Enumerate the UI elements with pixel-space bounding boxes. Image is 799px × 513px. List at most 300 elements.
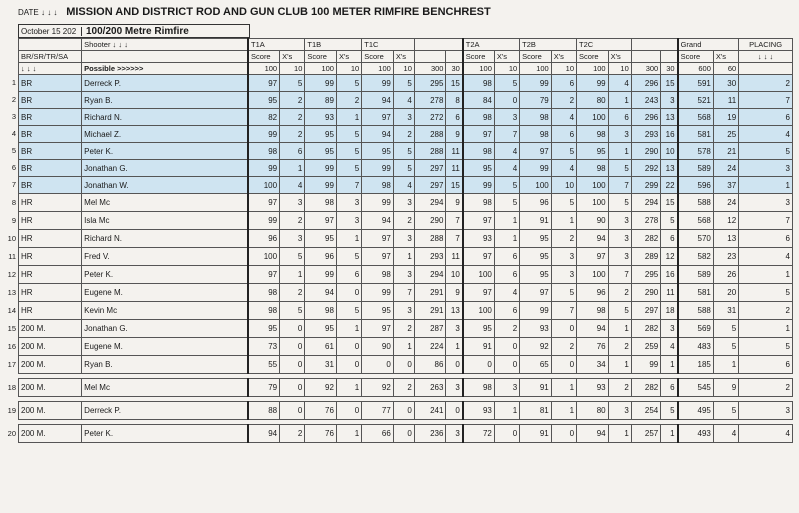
placing-cell: 7 — [739, 212, 793, 230]
score-cell: 37 — [713, 177, 738, 194]
shooter-name: Eugene M. — [82, 284, 248, 302]
class-cell: HR — [19, 248, 82, 266]
score-cell: 15 — [446, 75, 463, 92]
placing-cell: 7 — [739, 92, 793, 109]
score-cell: 98 — [362, 177, 394, 194]
score-cell: 81 — [520, 402, 552, 420]
score-cell: 99 — [577, 75, 609, 92]
table-row — [19, 212, 793, 230]
score-cell: 90 — [362, 338, 394, 356]
placing-cell: 5 — [739, 143, 793, 160]
score-cell: 20 — [713, 284, 738, 302]
score-cell: 1 — [336, 425, 361, 443]
row-number: 11 — [8, 251, 16, 261]
score-cell: 94 — [248, 425, 280, 443]
score-cell: 95 — [463, 320, 495, 338]
score-cell: 4 — [393, 177, 414, 194]
title-text: MISSION AND DISTRICT ROD AND GUN CLUB 100 METER RIMFIRE BENCHREST — [66, 6, 491, 18]
table-row — [19, 425, 793, 443]
row-number: 20 — [7, 428, 16, 438]
score-cell: 589 — [678, 266, 714, 284]
score-cell: 3 — [393, 230, 414, 248]
score-cell: 4 — [608, 75, 631, 92]
score-cell: 2 — [393, 320, 414, 338]
score-cell: 94 — [362, 92, 394, 109]
score-cell: 98 — [305, 194, 337, 212]
placing-arrows: ↓ ↓ ↓ — [739, 51, 793, 63]
score-cell: 19 — [713, 109, 738, 126]
table-row — [19, 109, 793, 126]
score-cell: 8 — [446, 92, 463, 109]
shooter-name: Peter K. — [82, 425, 248, 443]
shooter-name: Eugene M. — [82, 338, 248, 356]
score-cell: 243 — [631, 92, 660, 109]
shooter-name: Richard N. — [82, 230, 248, 248]
score-cell: 236 — [414, 425, 446, 443]
shooter-name: Jonathan G. — [82, 160, 248, 177]
score-cell: 3 — [494, 379, 519, 397]
score-cell: 65 — [520, 356, 552, 374]
score-cell: 5 — [280, 248, 305, 266]
score-cell: 5 — [393, 143, 414, 160]
score-cell: 3 — [608, 212, 631, 230]
score-cell: 98 — [463, 143, 495, 160]
score-cell: 581 — [678, 126, 714, 143]
score-cell: 6 — [494, 302, 519, 320]
score-cell: 91 — [520, 425, 552, 443]
score-cell: 288 — [414, 143, 446, 160]
row-number: 2 — [11, 95, 16, 104]
score-cell: 6 — [608, 109, 631, 126]
class-cell: BR — [19, 126, 82, 143]
score-cell: 5 — [393, 75, 414, 92]
score-cell: 296 — [631, 75, 660, 92]
table-row — [19, 379, 793, 397]
score-cell: 22 — [661, 177, 678, 194]
possible-value: 600 — [678, 63, 714, 75]
table-row — [19, 194, 793, 212]
score-cell: 91 — [520, 379, 552, 397]
score-cell: 296 — [631, 109, 660, 126]
score-cell: 16 — [661, 266, 678, 284]
t2a-header: T2A — [463, 39, 520, 51]
shooter-name: Richard N. — [82, 109, 248, 126]
score-cell: 6 — [494, 248, 519, 266]
shooter-name: Michael Z. — [82, 126, 248, 143]
score-cell: 24 — [713, 194, 738, 212]
score-cell: 297 — [414, 160, 446, 177]
score-cell: 2 — [608, 379, 631, 397]
table-row — [19, 356, 793, 374]
score-cell: 288 — [414, 126, 446, 143]
score-cell: 84 — [463, 92, 495, 109]
score-cell: 2 — [393, 212, 414, 230]
score-cell: 94 — [577, 320, 609, 338]
score-cell: 1 — [446, 338, 463, 356]
score-cell: 6 — [551, 75, 576, 92]
score-cell: 5 — [551, 284, 576, 302]
score-cell: 2 — [551, 92, 576, 109]
score-cell: 96 — [248, 230, 280, 248]
score-cell: 278 — [631, 212, 660, 230]
score-cell: 99 — [362, 284, 394, 302]
score-cell: 257 — [631, 425, 660, 443]
score-cell: 0 — [280, 338, 305, 356]
score-cell: 6 — [446, 109, 463, 126]
score-cell: 0 — [362, 356, 394, 374]
score-cell: 0 — [494, 356, 519, 374]
score-cell: 6 — [336, 266, 361, 284]
score-cell: 2 — [280, 92, 305, 109]
score-cell: 30 — [713, 75, 738, 92]
score-cell: 13 — [446, 302, 463, 320]
score-cell: 5 — [713, 338, 738, 356]
score-cell: 3 — [551, 248, 576, 266]
score-cell: 94 — [362, 212, 394, 230]
score-cell: 13 — [713, 230, 738, 248]
score-cell: 581 — [678, 284, 714, 302]
score-cell: 224 — [414, 338, 446, 356]
score-cell: 97 — [362, 320, 394, 338]
score-cell: 0 — [446, 356, 463, 374]
class-arrows: ↓ ↓ ↓ — [19, 63, 82, 75]
score-cell: 99 — [463, 177, 495, 194]
score-cell: 582 — [678, 248, 714, 266]
score-cell: 92 — [520, 338, 552, 356]
score-cell: 290 — [631, 143, 660, 160]
score-cell: 282 — [631, 320, 660, 338]
t2c-header: T2C — [577, 39, 632, 51]
score-cell: 4 — [713, 425, 738, 443]
score-cell: 31 — [713, 302, 738, 320]
score-cell: 0 — [494, 425, 519, 443]
score-cell: 99 — [362, 194, 394, 212]
score-cell: 25 — [713, 126, 738, 143]
shooter-name: Derreck P. — [82, 75, 248, 92]
row-number: 17 — [7, 359, 16, 369]
score-cell: 589 — [678, 160, 714, 177]
possible-value: 100 — [577, 63, 609, 75]
score-cell: 2 — [280, 109, 305, 126]
score-cell: 1 — [280, 160, 305, 177]
score-cell: 3 — [280, 230, 305, 248]
score-cell: 99 — [248, 126, 280, 143]
score-cell: 9 — [446, 126, 463, 143]
score-cell: 98 — [463, 109, 495, 126]
score-cell: 570 — [678, 230, 714, 248]
score-cell: 76 — [305, 425, 337, 443]
t2b-header: T2B — [520, 39, 577, 51]
score-cell: 3 — [393, 194, 414, 212]
score-cell: 5 — [336, 75, 361, 92]
score-cell: 97 — [362, 109, 394, 126]
placing-cell: 5 — [739, 284, 793, 302]
placing-cell: 4 — [739, 425, 793, 443]
score-cell: 80 — [577, 92, 609, 109]
score-cell: 289 — [631, 248, 660, 266]
score-cell: 95 — [520, 230, 552, 248]
score-cell: 7 — [608, 177, 631, 194]
score-cell: 100 — [577, 266, 609, 284]
score-cell: 98 — [305, 302, 337, 320]
score-cell: 10 — [551, 177, 576, 194]
score-cell: 97 — [305, 212, 337, 230]
placing-cell: 1 — [739, 177, 793, 194]
score-cell: 5 — [280, 75, 305, 92]
score-cell: 95 — [520, 266, 552, 284]
class-cell: HR — [19, 230, 82, 248]
score-cell: 1 — [494, 402, 519, 420]
score-cell: 100 — [248, 248, 280, 266]
score-cell: 95 — [520, 248, 552, 266]
score-cell: 1 — [336, 320, 361, 338]
row-number: 18 — [7, 382, 16, 392]
score-cell: 97 — [463, 248, 495, 266]
row-number: 14 — [7, 305, 16, 315]
class-cell: 200 M. — [19, 320, 82, 338]
placing-cell: 4 — [739, 126, 793, 143]
score-cell: 5 — [713, 402, 738, 420]
possible-value: 10 — [280, 63, 305, 75]
score-cell: 0 — [336, 284, 361, 302]
score-cell: 5 — [336, 302, 361, 320]
score-cell: 93 — [463, 402, 495, 420]
score-cell: 0 — [336, 356, 361, 374]
score-cell: 0 — [393, 356, 414, 374]
score-cell: 11 — [446, 248, 463, 266]
score-cell: 99 — [520, 160, 552, 177]
score-cell: 72 — [463, 425, 495, 443]
table-row — [19, 126, 793, 143]
score-cell: 7 — [446, 212, 463, 230]
score-cell: 96 — [520, 194, 552, 212]
score-cell: 11 — [713, 92, 738, 109]
class-cell: HR — [19, 194, 82, 212]
score-cell: 292 — [631, 160, 660, 177]
score-cell: 95 — [305, 230, 337, 248]
score-cell: 1 — [551, 402, 576, 420]
placing-cell: 3 — [739, 402, 793, 420]
score-cell: 82 — [248, 109, 280, 126]
score-cell: 7 — [608, 266, 631, 284]
placing-cell: 3 — [739, 160, 793, 177]
score-cell: 3 — [446, 379, 463, 397]
score-cell: 5 — [494, 75, 519, 92]
score-cell: 2 — [280, 425, 305, 443]
score-cell: 1 — [336, 109, 361, 126]
score-cell: 521 — [678, 92, 714, 109]
score-cell: 79 — [248, 379, 280, 397]
score-cell: 483 — [678, 338, 714, 356]
score-cell: 100 — [463, 302, 495, 320]
row-number: 15 — [7, 323, 16, 333]
score-cell: 2 — [393, 379, 414, 397]
possible-label: Possible >>>>>> — [82, 63, 248, 75]
score-cell: 9 — [446, 284, 463, 302]
score-cell: 97 — [463, 126, 495, 143]
score-cell: 7 — [551, 302, 576, 320]
score-cell: 99 — [305, 75, 337, 92]
score-cell: 5 — [494, 194, 519, 212]
match-date: October 15 202 — [19, 27, 82, 36]
score-cell: 263 — [414, 379, 446, 397]
score-cell: 596 — [678, 177, 714, 194]
table-row — [19, 248, 793, 266]
score-cell: 99 — [248, 212, 280, 230]
row-number: 16 — [7, 341, 16, 351]
score-cell: 290 — [631, 284, 660, 302]
class-cell: BR — [19, 75, 82, 92]
score-cell: 34 — [577, 356, 609, 374]
score-cell: 578 — [678, 143, 714, 160]
row-number: 3 — [11, 112, 16, 121]
score-cell: 98 — [463, 75, 495, 92]
header-row-2: BR/SR/TR/SA Score X's Score X's Score X's Score X's Score X's Score X's Score X's ↓ ↓ ↓ — [19, 51, 793, 63]
score-cell: 282 — [631, 230, 660, 248]
score-cell: 4 — [494, 143, 519, 160]
possible-value: 10 — [336, 63, 361, 75]
score-cell: 99 — [362, 75, 394, 92]
row-number: 13 — [7, 287, 16, 297]
placing-cell: 5 — [739, 338, 793, 356]
score-cell: 2 — [336, 92, 361, 109]
score-cell: 3 — [446, 320, 463, 338]
score-cell: 291 — [414, 302, 446, 320]
possible-value: 10 — [494, 63, 519, 75]
score-cell: 6 — [551, 126, 576, 143]
score-cell: 1 — [608, 320, 631, 338]
score-cell: 99 — [248, 160, 280, 177]
score-cell: 11 — [661, 284, 678, 302]
score-cell: 3 — [494, 109, 519, 126]
score-cell: 3 — [661, 92, 678, 109]
score-cell: 6 — [661, 379, 678, 397]
score-cell: 7 — [446, 230, 463, 248]
row-number: 8 — [11, 197, 16, 207]
score-cell: 2 — [280, 284, 305, 302]
shooter-name: Mel Mc — [82, 194, 248, 212]
score-cell: 61 — [305, 338, 337, 356]
score-cell: 5 — [661, 402, 678, 420]
score-cell: 98 — [248, 302, 280, 320]
score-cell: 5 — [393, 160, 414, 177]
score-cell: 94 — [305, 284, 337, 302]
score-cell: 0 — [393, 402, 414, 420]
score-cell: 95 — [248, 92, 280, 109]
score-cell: 0 — [393, 425, 414, 443]
score-cell: 5 — [551, 143, 576, 160]
score-cell: 4 — [280, 177, 305, 194]
score-cell: 100 — [577, 109, 609, 126]
score-cell: 3 — [608, 126, 631, 143]
score-cell: 278 — [414, 92, 446, 109]
score-cell: 1 — [336, 379, 361, 397]
score-cell: 7 — [494, 126, 519, 143]
possible-value: 100 — [463, 63, 495, 75]
score-cell: 272 — [414, 109, 446, 126]
score-cell: 569 — [678, 320, 714, 338]
score-cell: 3 — [446, 425, 463, 443]
score-cell: 1 — [713, 356, 738, 374]
score-cell: 31 — [305, 356, 337, 374]
score-cell: 24 — [713, 160, 738, 177]
score-cell: 588 — [678, 194, 714, 212]
sheet-title — [18, 6, 491, 18]
class-cell: 200 M. — [19, 425, 82, 443]
score-cell: 98 — [520, 126, 552, 143]
shooter-name: Jonathan W. — [82, 177, 248, 194]
score-cell: 3 — [336, 194, 361, 212]
score-cell: 3 — [393, 302, 414, 320]
score-cell: 3 — [608, 230, 631, 248]
score-cell: 99 — [362, 160, 394, 177]
score-cell: 10 — [446, 266, 463, 284]
score-cell: 95 — [577, 143, 609, 160]
score-cell: 0 — [463, 356, 495, 374]
score-cell: 2 — [551, 230, 576, 248]
score-cell: 5 — [280, 302, 305, 320]
score-cell: 13 — [661, 160, 678, 177]
score-cell: 2 — [551, 338, 576, 356]
score-cell: 4 — [661, 338, 678, 356]
score-cell: 591 — [678, 75, 714, 92]
row-number: 4 — [11, 129, 16, 138]
score-cell: 97 — [362, 230, 394, 248]
score-cell: 1 — [494, 212, 519, 230]
class-cell: BR — [19, 92, 82, 109]
shooter-name: Kevin Mc — [82, 302, 248, 320]
score-cell: 98 — [577, 302, 609, 320]
shooter-name: Mel Mc — [82, 379, 248, 397]
score-cell: 10 — [661, 143, 678, 160]
score-cell: 91 — [463, 338, 495, 356]
possible-value: 300 — [631, 63, 660, 75]
table-row — [19, 338, 793, 356]
score-cell: 11 — [446, 160, 463, 177]
score-cell: 26 — [713, 266, 738, 284]
score-cell: 1 — [393, 338, 414, 356]
score-cell: 2 — [393, 126, 414, 143]
score-cell: 13 — [661, 109, 678, 126]
table-row — [19, 284, 793, 302]
score-cell: 5 — [494, 177, 519, 194]
score-cell: 98 — [463, 379, 495, 397]
score-cell: 0 — [336, 402, 361, 420]
possible-value: 60 — [713, 63, 738, 75]
score-cell: 99 — [305, 266, 337, 284]
class-cell: HR — [19, 284, 82, 302]
score-cell: 7 — [336, 177, 361, 194]
score-cell: 493 — [678, 425, 714, 443]
score-cell: 287 — [414, 320, 446, 338]
score-cell: 2 — [280, 212, 305, 230]
header-row-1 — [19, 39, 793, 51]
score-cell: 5 — [608, 194, 631, 212]
score-cell: 97 — [248, 194, 280, 212]
shooter-name: Peter K. — [82, 266, 248, 284]
score-cell: 98 — [520, 109, 552, 126]
table-row — [19, 320, 793, 338]
score-cell: 96 — [577, 284, 609, 302]
score-cell: 97 — [362, 248, 394, 266]
placing-cell: 2 — [739, 75, 793, 92]
class-cell: 200 M. — [19, 379, 82, 397]
score-cell: 2 — [494, 320, 519, 338]
score-cell: 88 — [248, 402, 280, 420]
score-cell: 100 — [248, 177, 280, 194]
score-cell: 0 — [494, 92, 519, 109]
score-cell: 100 — [463, 266, 495, 284]
